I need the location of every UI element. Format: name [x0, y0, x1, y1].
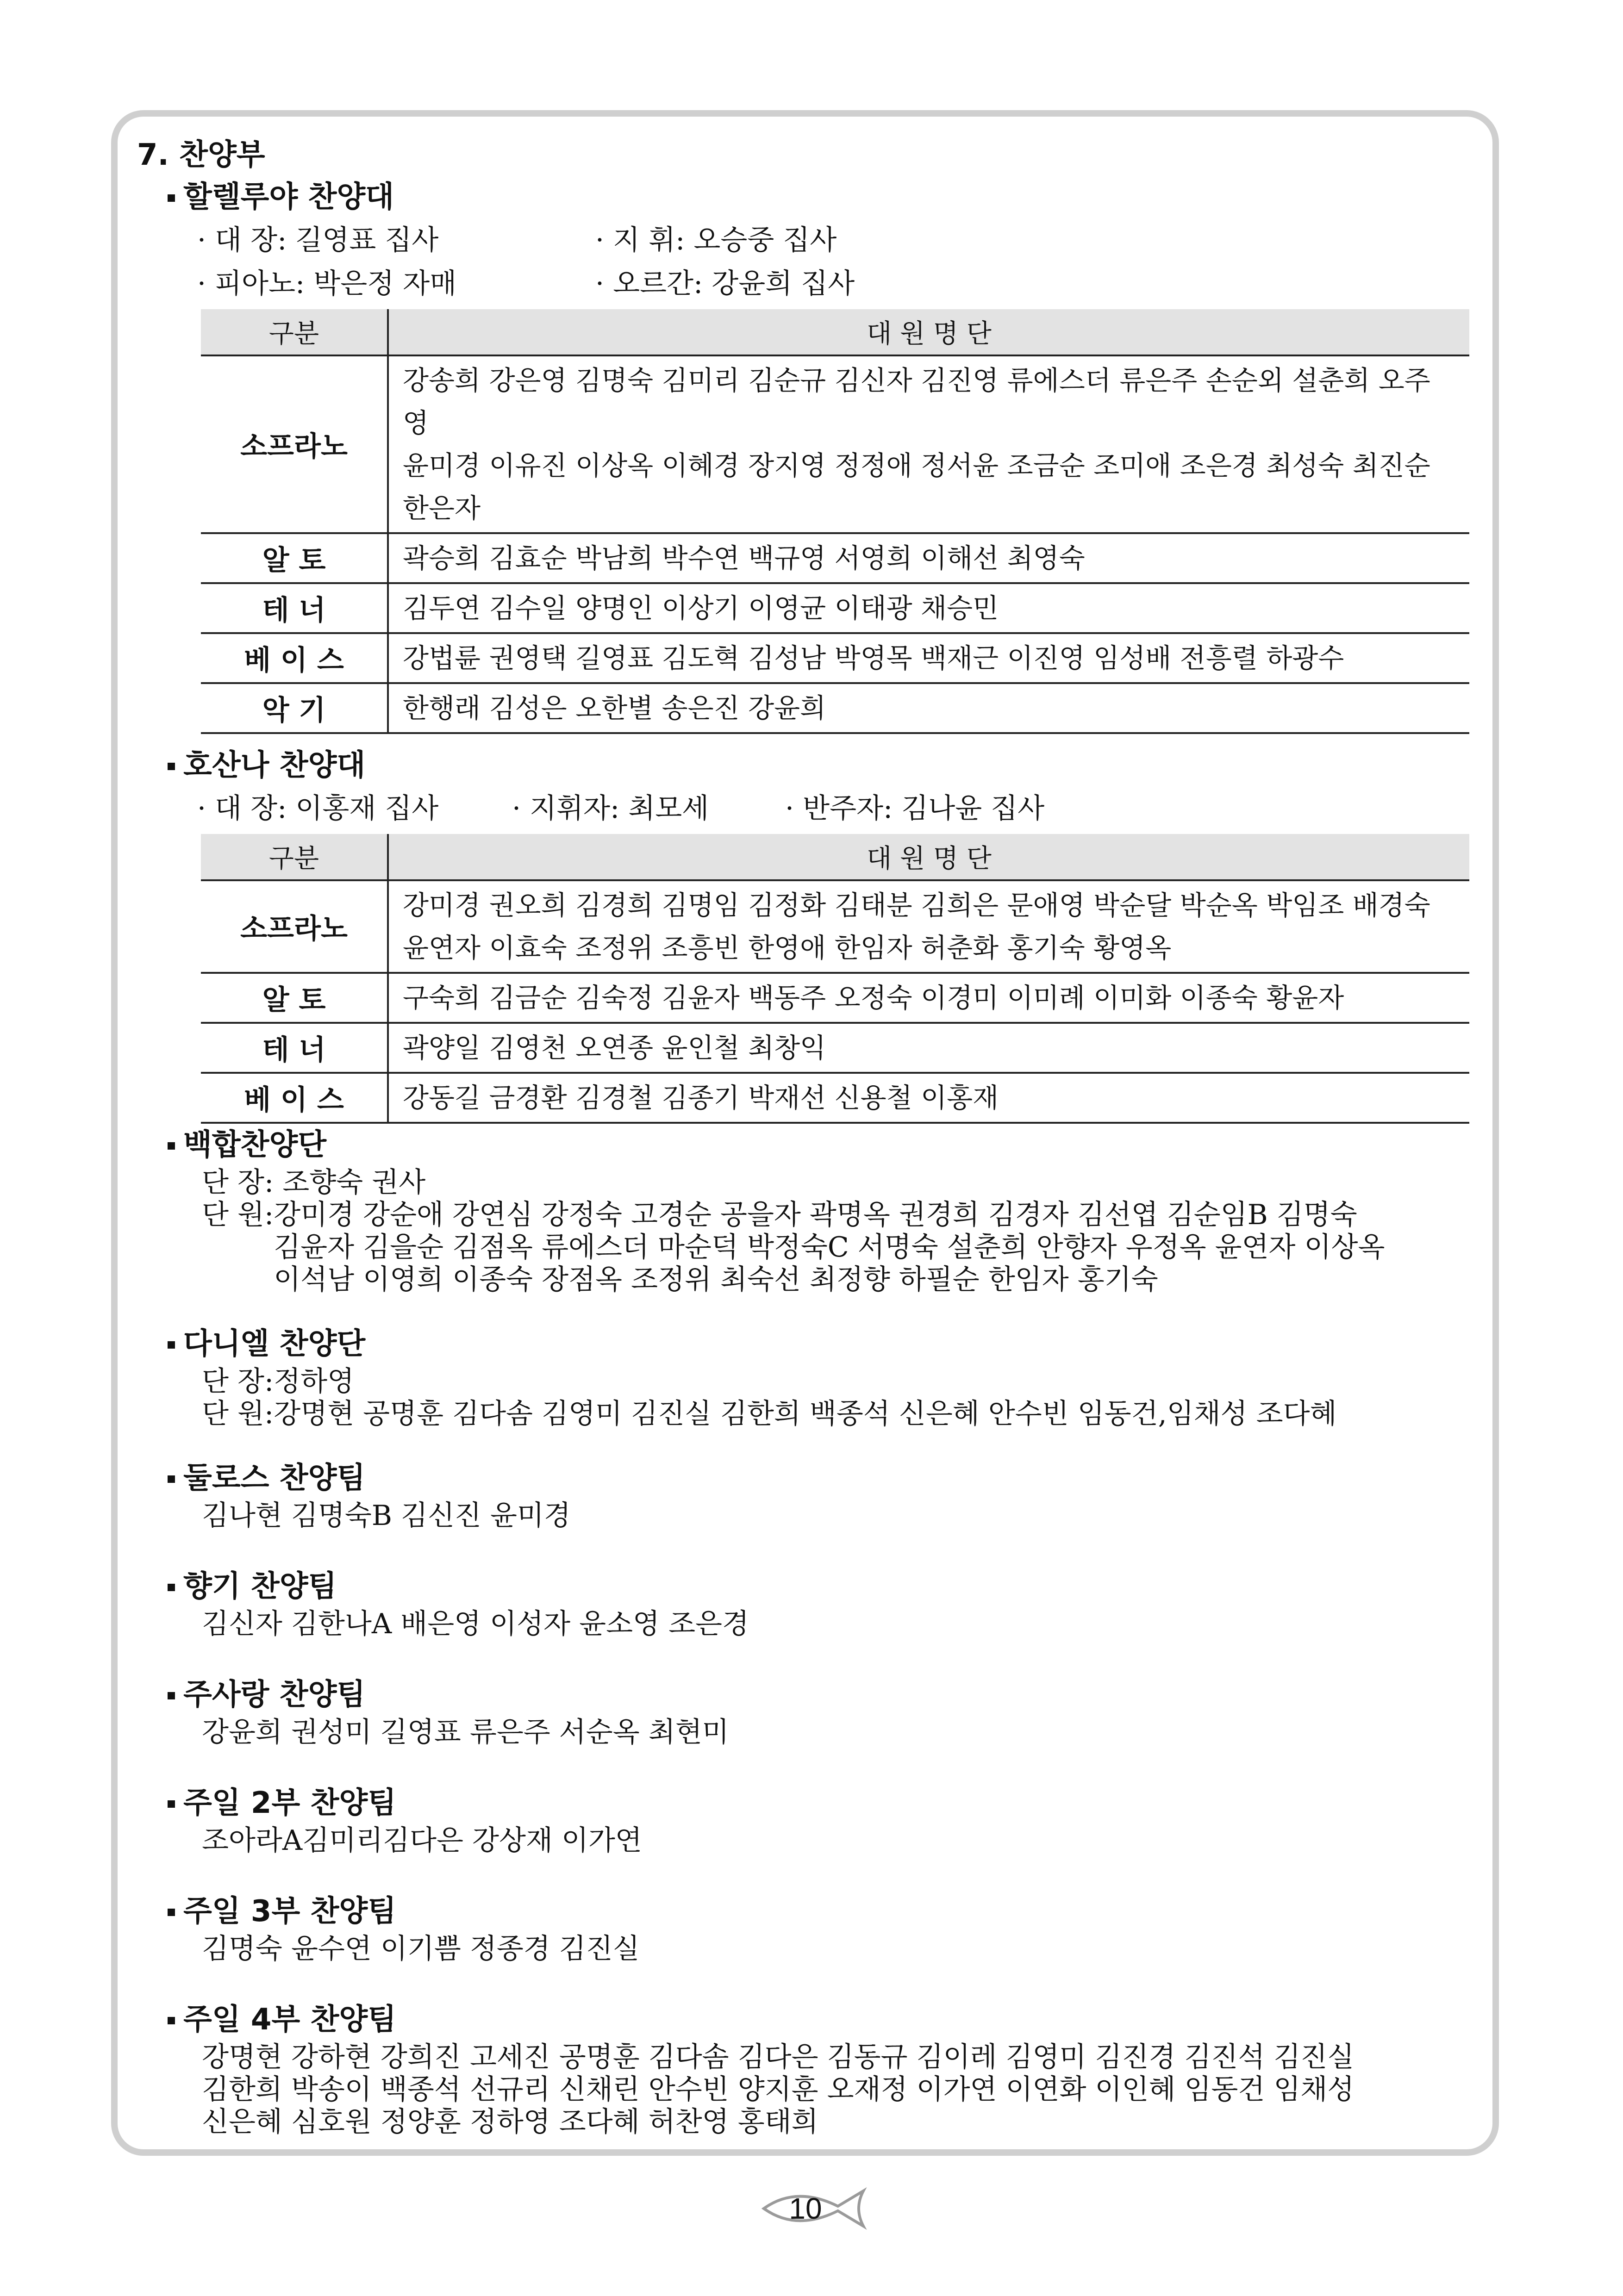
part-tenor: 테 너 — [201, 583, 388, 633]
names-line: 강법륜 권영택 길영표 김도혁 김성남 박영목 백재근 이진영 임성배 전흥렬 하광수 — [403, 642, 1344, 674]
part-alto: 알 토 — [201, 973, 388, 1023]
team-hyanggi — [137, 1565, 1479, 1640]
hallelujah-choir-title: 할렐루야 찬양대 — [183, 176, 1479, 218]
names-line: 강송희 강은영 김명숙 김미리 김순규 김신자 김진영 류에스더 류은주 손순외 설춘희 오주영 — [403, 365, 1430, 439]
team-title: 주일 2부 찬양팀 — [183, 1782, 1479, 1824]
member-names — [388, 633, 1469, 683]
hallelujah-roster-table — [201, 309, 1469, 734]
names-line: 강미경 강순애 강연심 강정숙 고경순 공을자 곽명옥 권경희 김경자 김선엽 김순임B 김명숙 — [274, 1199, 1357, 1231]
member-names — [388, 583, 1469, 633]
table-row — [201, 583, 1469, 633]
team-members: 강윤희 권성미 길영표 류은주 서순옥 최현미 — [202, 1716, 729, 1748]
member-names — [388, 1023, 1469, 1073]
names-line: 김윤자 김을순 김점옥 류에스더 마순덕 박정숙C 서명숙 설춘희 안향자 우정옥 윤연자 이상옥 — [274, 1231, 1385, 1263]
hosanna-info-row — [197, 787, 1479, 830]
names-line: 윤연자 이효숙 조정위 조흥빈 한영애 한임자 허춘화 홍기숙 황영옥 — [403, 932, 1172, 964]
team-title: 주일 4부 찬양팀 — [183, 1998, 1479, 2041]
page-number: 10 — [789, 2192, 822, 2225]
team-sunday-4th — [137, 1998, 1479, 2138]
table-row — [201, 973, 1469, 1023]
table-row — [201, 880, 1469, 973]
column-header-members: 대 원 명 단 — [388, 309, 1469, 355]
names-line: 이석남 이영희 이종숙 장점옥 조정위 최숙선 최정향 하필순 한임자 홍기숙 — [274, 1263, 1158, 1296]
team-jusarang — [137, 1674, 1479, 1748]
team-members: 김신자 김한나A 배은영 이성자 윤소영 조은경 — [202, 1608, 749, 1640]
part-instruments: 악 기 — [201, 683, 388, 733]
member-names — [388, 1073, 1469, 1123]
names-line: 윤미경 이유진 이상옥 이혜경 장지영 정정애 정서윤 조금순 조미애 조은경 최성숙 최진순 — [403, 450, 1430, 481]
team-members-line: 김한희 박송이 백종석 선규리 신채린 안수빈 양지훈 오재정 이가연 이연화 이인혜 임동건 임채성 — [202, 2073, 1355, 2106]
team-members: 김명숙 윤수연 이기쁨 정종경 김진실 — [202, 1933, 640, 1965]
names-line: 강미경 권오희 김경희 김명임 김정화 김태분 김희은 문애영 박순달 박순옥 박임조 배경숙 — [403, 890, 1430, 921]
daniel-members: 단 원:강명현 공명훈 김다솜 김영미 김진실 김한희 백종석 신은혜 안수빈 임동건,임채성 조다혜 — [202, 1398, 1337, 1430]
members-label: 단 원: — [202, 1199, 274, 1231]
names-line: 곽승희 김효순 박남희 박수연 백규영 서영희 이해선 최영숙 — [403, 542, 1085, 574]
member-names — [388, 973, 1469, 1023]
team-members-line: 강명현 강하현 강희진 고세진 공명훈 김다솜 김다은 김동규 김이레 김영미 김진경 김진석 김진실 — [202, 2041, 1355, 2073]
table-row — [201, 1073, 1469, 1123]
names-line: 김두연 김수일 양명인 이상기 이영균 이태광 채승민 — [403, 592, 999, 624]
team-title: 주일 3부 찬양팀 — [183, 1890, 1479, 1933]
hallelujah-info-row-2 — [197, 262, 1479, 305]
hosanna-conductor: · 지휘자: 최모세 — [512, 792, 709, 825]
table-row — [201, 355, 1469, 533]
part-bass: 베 이 스 — [201, 633, 388, 683]
daniel-leader: 단 장:정하영 — [202, 1365, 355, 1398]
table-row — [201, 533, 1469, 583]
members-list — [274, 1199, 1385, 1296]
hallelujah-organist: · 오르간: 강윤희 집사 — [595, 268, 855, 300]
names-line: 한행래 김성은 오한별 송은진 강윤희 — [403, 692, 826, 724]
table-row — [201, 683, 1469, 733]
names-line: 구숙희 김금순 김숙정 김윤자 백동주 오정숙 이경미 이미례 이미화 이종숙 황윤자 — [403, 982, 1344, 1014]
names-line: 곽양일 김영천 오연종 윤인철 최창익 — [403, 1032, 826, 1064]
hallelujah-leader: · 대 장: 길영표 집사 — [197, 224, 439, 256]
member-names — [388, 533, 1469, 583]
names-line: 강동길 금경환 김경철 김종기 박재선 신용철 이홍재 — [403, 1082, 999, 1114]
team-doulos — [137, 1457, 1479, 1532]
team-title: 주사랑 찬양팀 — [183, 1674, 1479, 1716]
column-header-part: 구분 — [201, 309, 388, 355]
team-members-line: 신은혜 심호원 정양훈 정하영 조다혜 허찬영 홍태희 — [202, 2106, 818, 2138]
column-header-members: 대 원 명 단 — [388, 834, 1469, 880]
daniel-team-title: 다니엘 찬양단 — [183, 1323, 1479, 1365]
team-title: 향기 찬양팀 — [183, 1565, 1479, 1608]
member-names — [388, 683, 1469, 733]
baekhap-team-title: 백합찬양단 — [183, 1124, 1479, 1166]
hosanna-accompanist: · 반주자: 김나윤 집사 — [785, 792, 1045, 825]
table-row — [201, 1023, 1469, 1073]
part-tenor: 테 너 — [201, 1023, 388, 1073]
team-sunday-2nd — [137, 1782, 1479, 1857]
hallelujah-info-row-1 — [197, 218, 1479, 262]
part-soprano: 소프라노 — [201, 355, 388, 533]
baekhap-leader: 단 장: 조향숙 권사 — [202, 1166, 426, 1199]
team-members: 김나현 김명숙B 김신진 윤미경 — [202, 1500, 571, 1532]
team-sunday-3rd — [137, 1890, 1479, 1965]
team-title: 둘로스 찬양팀 — [183, 1457, 1479, 1500]
member-names — [388, 880, 1469, 973]
team-members: 조아라A김미리김다은 강상재 이가연 — [202, 1824, 642, 1857]
part-soprano: 소프라노 — [201, 880, 388, 973]
member-names — [388, 355, 1469, 533]
baekhap-members — [202, 1199, 1479, 1296]
hosanna-leader: · 대 장: 이홍재 집사 — [197, 792, 439, 825]
column-header-part: 구분 — [201, 834, 388, 880]
hosanna-choir-title: 호산나 찬양대 — [183, 744, 1479, 787]
names-line: 한은자 — [403, 492, 481, 524]
table-row — [201, 633, 1469, 683]
hallelujah-pianist: · 피아노: 박은정 자매 — [197, 268, 457, 300]
section-title: 7. 찬양부 — [137, 138, 265, 172]
page-content — [137, 134, 1479, 2138]
hallelujah-conductor: · 지 휘: 오승중 집사 — [595, 224, 837, 256]
part-bass: 베 이 스 — [201, 1073, 388, 1123]
part-alto: 알 토 — [201, 533, 388, 583]
hosanna-roster-table — [201, 834, 1469, 1124]
